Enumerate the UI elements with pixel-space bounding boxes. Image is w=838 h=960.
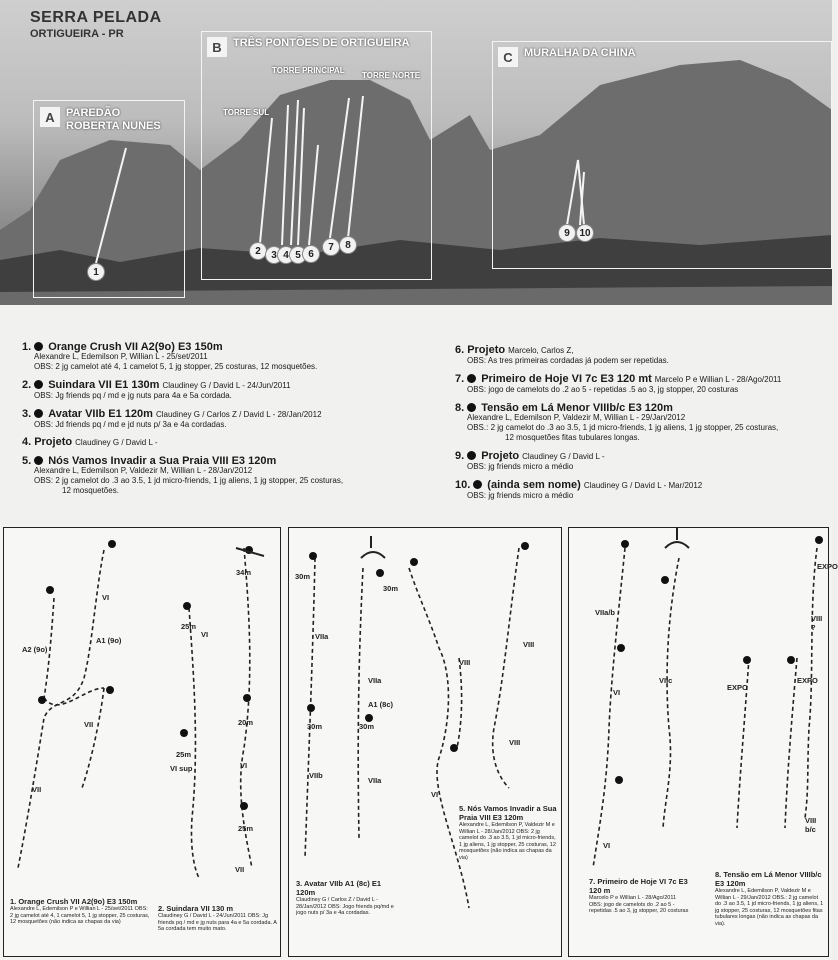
topo-caption-text: Claudiney G / David L - 24/Jun/2011 OBS: Jg friends pq / md e jg nuts para 4a e 5a cordada. A 5a cordada tem muito mato. — [158, 913, 277, 932]
topo-grade-label: VIII ? — [811, 614, 823, 632]
route-number: 4. — [22, 436, 32, 448]
topo-pitch-length: 30m — [295, 572, 311, 581]
route-number: 6. — [455, 344, 465, 356]
topo-lines-1-2 — [4, 528, 282, 958]
route-item-2 — [22, 379, 452, 401]
route-name: Projeto — [34, 436, 73, 448]
route-item-9 — [455, 450, 827, 472]
route-item-7 — [455, 373, 827, 395]
route-marker-4: 4 — [277, 246, 295, 264]
topo-pitch-length: 25m — [181, 622, 197, 631]
panel-b-name: TRÊS PONTÕES DE ORTIGUEIRA — [233, 37, 410, 49]
route-detail: OBS: Jd friends pq / md e jd nuts p/ 3a e 4a cordadas. — [34, 420, 227, 429]
topo-grade-label: VII — [235, 865, 245, 874]
topo-grade-label: VIII — [459, 658, 471, 667]
topo-pitch-length: 30m — [307, 722, 323, 731]
topo-caption-title: 5. Nós Vamos Invadir a Sua Praia VIII E3 120m — [459, 804, 557, 822]
panel-a-letter: A — [40, 107, 60, 127]
route-authors: Claudiney G / Carlos Z / David L - 28/Jan/2012 — [155, 410, 322, 419]
topo-caption-text: Alexandre L, Edemilson P, Valdezir M e Willian L - 29/Jan/2012 OBS.: 2 jg camelot do .3 ao 3.5, 1 jd micro-friends, 1 jg aliens, 1 jg stopper, 25 costuras, 12 mosquetões fitas tubulares longas (não indica as chapas da via). — [715, 888, 824, 927]
route-item-10 — [455, 479, 827, 501]
topo-grade-label: VI — [102, 593, 110, 602]
route-marker-6: 6 — [302, 245, 320, 263]
route-dot-icon — [473, 480, 482, 489]
route-dot-icon — [467, 451, 476, 460]
topo-pitch-length: 30m — [383, 584, 399, 593]
topo-expo-label: EXPO — [817, 562, 838, 571]
route-list-left — [22, 341, 452, 503]
topo-grade-label: VIII b/c — [805, 816, 817, 834]
route-dot-icon — [467, 374, 476, 383]
route-marker-8: 8 — [339, 236, 357, 254]
route-detail: OBS.: 2 jg camelot do .3 ao 3.5, 1 jd micro-friends, 1 jg aliens, 1 jg stopper, 25 costuras, — [467, 423, 779, 432]
topo-grade-label: VIIa — [315, 632, 329, 641]
page-subtitle: ORTIGUEIRA - PR — [30, 28, 124, 40]
topo-pitch-length: 20m — [238, 718, 254, 727]
route-marker-7: 7 — [322, 238, 340, 256]
topo-caption-text: Alexandre L, Edemilson P e Willian L - 25/set/2011 OBS: 2 jg camelot até 4, 1 camelot 5, 1 jg stopper, 25 costuras, 12 mosquetões (não indica as chapas da via) — [10, 906, 150, 925]
route-marker-10: 10 — [576, 224, 594, 242]
route-item-4 — [22, 437, 452, 448]
route-marker-5: 5 — [289, 246, 307, 264]
topo-caption-8 — [715, 870, 825, 927]
route-list — [0, 305, 832, 525]
route-dot-icon — [34, 380, 43, 389]
topo-pitch-length: 25m — [176, 750, 192, 759]
topo-panel-routes-3-5 — [288, 527, 562, 957]
route-detail: 12 mosquetões. — [62, 486, 119, 495]
topo-expo-label: EXPO — [727, 683, 748, 692]
route-dot-icon — [34, 456, 43, 465]
topo-panel-routes-7-8 — [568, 527, 838, 957]
topo-grade-label: VII — [84, 720, 94, 729]
route-name: Avatar VIIb E1 120m — [48, 408, 153, 420]
route-name: Projeto — [481, 450, 520, 462]
route-name: Nós Vamos Invadir a Sua Praia VIII E3 120m — [48, 455, 277, 467]
route-marker-1: 1 — [87, 263, 105, 281]
route-dot-icon — [34, 409, 43, 418]
topo-caption-2 — [158, 904, 278, 933]
topo-grade-label: VI — [603, 841, 611, 850]
route-name: Orange Crush VII A2(9o) E3 150m — [48, 341, 223, 353]
topo-caption-title: 2. Suindara VII 130 m — [158, 904, 234, 913]
route-number: 8. — [455, 402, 465, 414]
topo-pitch-length: 30m — [359, 722, 375, 731]
route-name: (ainda sem nome) — [487, 479, 581, 491]
topo-pitch-length: 34m — [236, 568, 252, 577]
route-lines-overlay — [0, 0, 832, 305]
route-number: 7. — [455, 373, 465, 385]
route-marker-2: 2 — [249, 242, 267, 260]
route-detail: OBS: As tres primeiras cordadas já podem ser repetidas. — [467, 356, 669, 365]
route-authors: Claudiney G / David L - 24/Jun/2011 — [162, 381, 291, 390]
topo-grade-label: VIII — [509, 738, 521, 747]
topo-grade-label: VIIa — [368, 676, 382, 685]
route-item-8 — [455, 402, 827, 443]
route-detail: 12 mosquetões fitas tubulares longas. — [505, 433, 640, 442]
topo-pitch-length: 25m — [238, 824, 254, 833]
route-number: 10. — [455, 479, 471, 491]
topo-grade-label: VI — [613, 688, 621, 697]
route-dot-icon — [34, 342, 43, 351]
route-marker-9: 9 — [558, 224, 576, 242]
route-list-right — [455, 345, 827, 508]
crag-photo — [0, 0, 832, 305]
route-detail: OBS: 2 jg camelot até 4, 1 camelot 5, 1 jg stopper, 25 costuras, 12 mosquetões. — [34, 362, 318, 371]
panel-a-name: PAREDÃO ROBERTA NUNES — [66, 107, 161, 132]
topo-grade-label: A1 (8c) — [368, 700, 394, 709]
route-authors: Claudiney G / David L - Mar/2012 — [583, 481, 703, 490]
route-item-1 — [22, 341, 452, 372]
route-authors: Claudiney G / David L - — [75, 438, 158, 447]
topo-caption-title: 8. Tensão em Lá Menor VIIIb/c E3 120m — [715, 870, 822, 888]
panel-c-name: MURALHA DA CHINA — [524, 47, 636, 59]
route-authors: Marcelo, Carlos Z, — [508, 346, 574, 355]
topo-grade-label: VI — [431, 790, 439, 799]
route-item-3 — [22, 408, 452, 430]
route-number: 5. — [22, 455, 32, 467]
topo-caption-title: 1. Orange Crush VII A2(9o) E3 150m — [10, 897, 138, 906]
topo-grade-label: VIIb — [309, 771, 323, 780]
route-name: Suindara VII E1 130m — [48, 379, 160, 391]
tower-principal-label: TORRE PRINCIPAL — [272, 66, 345, 75]
route-detail: OBS: jogo de camelots do .2 ao 5 - repetidas .5 ao 3, jg stopper, 20 costuras — [467, 385, 739, 394]
route-name: Tensão em Lá Menor VIIIb/c E3 120m — [481, 402, 673, 414]
topo-expo-label: EXPO — [797, 676, 818, 685]
route-name: Projeto — [467, 344, 506, 356]
topo-grade-label: A1 (9o) — [96, 636, 122, 645]
topo-grade-label: VIIc — [659, 676, 673, 685]
panel-c-letter: C — [498, 47, 518, 67]
route-authors: Marcelo P e Willian L - 28/Ago/2011 — [654, 375, 782, 384]
route-number: 9. — [455, 450, 465, 462]
topo-grade-label: A2 (9o) — [22, 645, 48, 654]
route-detail: OBS: jg friends micro a médio — [467, 462, 574, 471]
route-number: 3. — [22, 408, 32, 420]
route-authors: Claudiney G / David L - — [522, 452, 605, 461]
topo-caption-1 — [10, 897, 152, 926]
route-marker-3: 3 — [265, 246, 283, 264]
topo-caption-text: Alexandre L, Edemilson P, Valdezir M e Willian L - 28/Jan/2012 OBS: 2 jg camelot do .3 ao 3.5, 1 jd micro-friends, 1 jg aliens, 1 jg stopper, 25 costuras, 12 mosquetões (não indica as chapas da via) — [459, 822, 556, 861]
topo-caption-3 — [296, 879, 396, 917]
topo-caption-text: Claudiney G / Carlos Z / David L - 28/Jan/2012 OBS: Jogo friends pq/md e jogo nuts p/ 3a e 4a cordadas. — [296, 897, 394, 916]
topo-grade-label: VIII — [523, 640, 535, 649]
route-detail: OBS: jg friends micro a médio — [467, 491, 574, 500]
topo-grade-label: VIIa — [368, 776, 382, 785]
panel-b-letter: B — [207, 37, 227, 57]
topo-caption-title: 3. Avatar VIIb A1 (8c) E1 120m — [296, 879, 382, 897]
topo-grade-label: VIIa/b — [595, 608, 616, 617]
topo-diagrams — [0, 525, 838, 960]
route-detail: OBS: 2 jg camelot do .3 ao 3.5, 1 jd micro-friends, 1 jg aliens, 1 jg stopper, 25 costuras, — [34, 476, 344, 485]
topo-caption-7 — [589, 877, 689, 915]
topo-grade-label: VII — [32, 785, 42, 794]
route-detail: Alexandre L, Edemilson P, Valdezir M, Willian L - 29/Jan/2012 — [467, 413, 686, 422]
route-detail: OBS: Jg friends pq / md e jg nuts para 4a e 5a cordada. — [34, 391, 232, 400]
topo-caption-text: Marcelo P e Willian L - 28/Ago/2011 OBS: jogo de camelots do .2 ao 5 - repetidas .5 ao 3, jg stopper, 20 costuras — [589, 895, 689, 914]
route-dot-icon — [467, 403, 476, 412]
route-name: Primeiro de Hoje VI 7c E3 120 mt — [481, 373, 652, 385]
route-item-6 — [455, 345, 827, 366]
route-number: 2. — [22, 379, 32, 391]
topo-caption-5 — [459, 804, 559, 861]
route-item-5 — [22, 455, 452, 496]
route-detail: Alexandre L, Edemilson P, Valdezir M, Willian L - 28/Jan/2012 — [34, 466, 253, 475]
tower-sul-label: TORRE SUL — [223, 108, 270, 117]
topo-grade-label: VI — [201, 630, 209, 639]
route-number: 1. — [22, 341, 32, 353]
topo-caption-title: 7. Primeiro de Hoje VI 7c E3 120 m — [589, 877, 688, 895]
page-title: SERRA PELADA — [30, 9, 162, 26]
topo-panel-routes-1-2 — [3, 527, 281, 957]
topo-grade-label: VI — [240, 761, 248, 770]
tower-norte-label: TORRE NORTE — [362, 71, 421, 80]
route-detail: Alexandre L, Edemilson P, Willian L - 25/set/2011 — [34, 352, 208, 361]
topo-grade-label: VI sup — [170, 764, 193, 773]
